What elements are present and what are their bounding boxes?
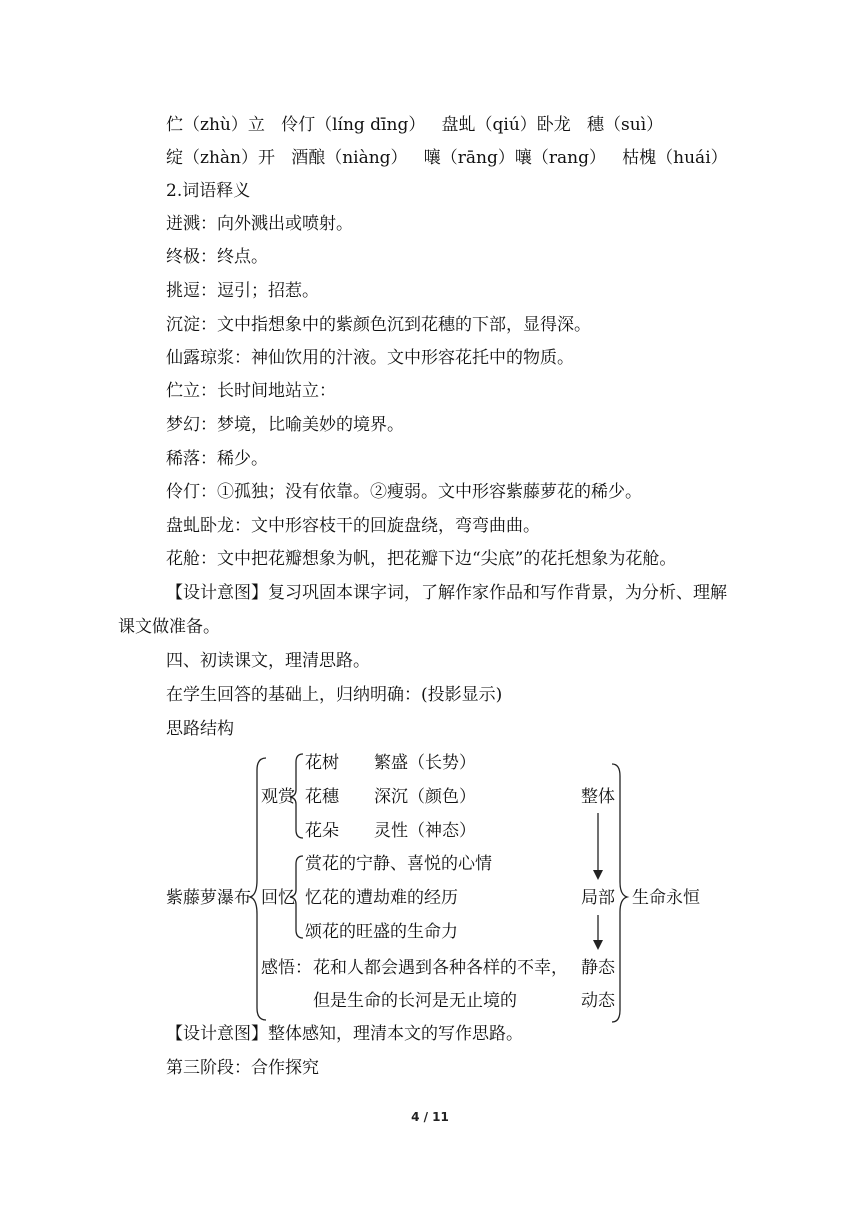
group3-line: 花和人都会遇到各种各样的不幸， — [313, 958, 568, 978]
arrow-2-head — [593, 940, 603, 950]
glossary-item: 沉淀：文中指想象中的紫颜色沉到花穗的下部，显得深。 — [166, 315, 591, 335]
group1-item-desc: 繁盛（长势） — [374, 753, 476, 773]
group1-label: 观赏 — [261, 787, 295, 807]
group3-label: 感悟： — [261, 958, 312, 978]
glossary-item: 盘虬卧龙：文中形容枝干的回旋盘绕，弯弯曲曲。 — [166, 516, 540, 536]
group2-item: 赏花的宁静、喜悦的心情 — [305, 854, 492, 874]
flow-label: 局部 — [581, 888, 615, 908]
group1-item-name: 花树 — [305, 753, 339, 773]
group2-item: 颂花的旺盛的生命力 — [305, 922, 458, 942]
summary-intro: 在学生回答的基础上，归纳明确：(投影显示) — [166, 685, 503, 705]
page-number: 4 / 11 — [411, 1110, 449, 1124]
glossary-item: 稀落：稀少。 — [166, 449, 268, 469]
glossary-item: 伫立：长时间地站立： — [166, 381, 336, 401]
pinyin-line-2: 绽（zhàn）开 酒酿（niàng） 嚷（rāng）嚷（rang） 枯槐（huái） — [166, 148, 728, 168]
design-intent-1: 【设计意图】复习巩固本课字词，了解作家作品和写作背景，为分析、理解 — [166, 583, 727, 603]
arrow-1-head — [593, 870, 603, 880]
glossary-item: 挑逗：逗引；招惹。 — [166, 281, 319, 301]
group2-item: 忆花的遭劫难的经历 — [305, 888, 458, 908]
glossary-item: 伶仃：①孤独；没有依靠。②瘦弱。文中形容紫藤萝花的稀少。 — [166, 482, 642, 502]
structure-title: 思路结构 — [166, 719, 234, 739]
flow-label: 动态 — [581, 991, 615, 1011]
design-intent-2: 【设计意图】整体感知，理清本文的写作思路。 — [166, 1024, 523, 1044]
section-title-reading: 四、初读课文，理清思路。 — [166, 651, 370, 671]
glossary-item: 花舱：文中把花瓣想象为帆，把花瓣下边“尖底”的花托想象为花舱。 — [166, 549, 677, 569]
group1-item-name: 花穗 — [305, 787, 339, 807]
glossary-item: 梦幻：梦境，比喻美妙的境界。 — [166, 415, 404, 435]
glossary-item: 终极：终点。 — [166, 247, 268, 267]
group1-item-name: 花朵 — [305, 821, 339, 841]
diagram-conclusion: 生命永恒 — [632, 888, 700, 908]
group2-label: 回忆 — [261, 888, 295, 908]
stage-title: 第三阶段：合作探究 — [166, 1058, 319, 1078]
group1-item-desc: 深沉（颜色） — [374, 787, 476, 807]
diagram-root: 紫藤萝瀑布 — [166, 888, 251, 908]
glossary-item: 仙露琼浆：神仙饮用的汁液。文中形容花托中的物质。 — [166, 348, 574, 368]
group3-line: 但是生命的长河是无止境的 — [313, 991, 517, 1011]
group1-item-desc: 灵性（神态） — [374, 821, 476, 841]
design-intent-1-cont: 课文做准备。 — [118, 617, 220, 637]
flow-label: 静态 — [581, 958, 615, 978]
glossary-item: 迸溅：向外溅出或喷射。 — [166, 214, 353, 234]
pinyin-line-1: 伫（zhù）立 伶仃（líng dīng） 盘虬（qiú）卧龙 穗（suì） — [166, 115, 664, 135]
section-title-glossary: 2.词语释义 — [166, 181, 251, 201]
flow-label: 整体 — [581, 787, 615, 807]
